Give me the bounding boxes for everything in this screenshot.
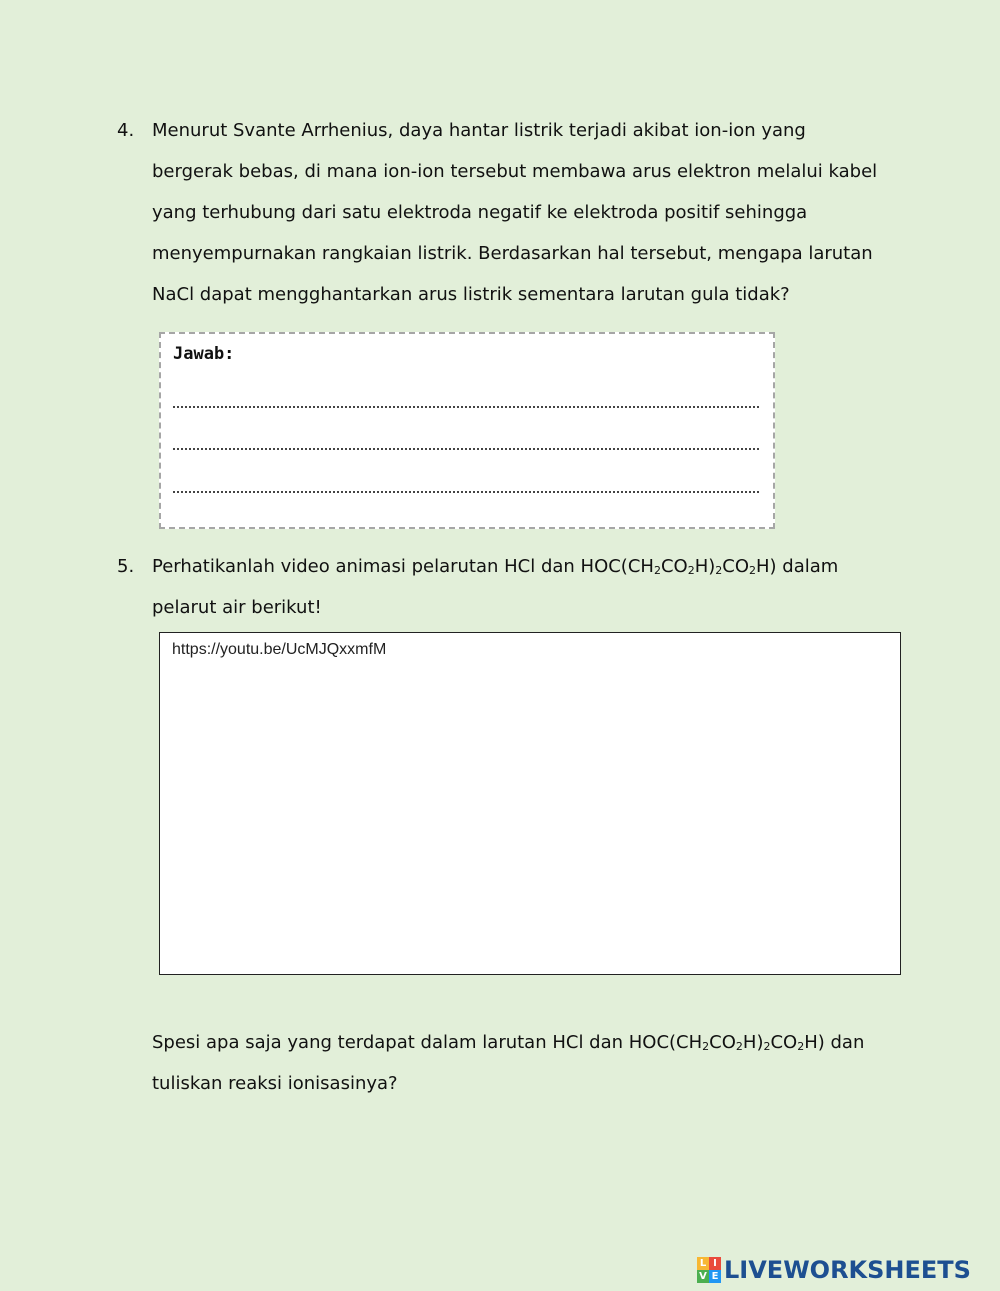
question-line: Spesi apa saja yang terdapat dalam larutan HCl dan $HOC(CH_2CO_2H)_2CO_2H$) dan xyxy=(152,1032,865,1053)
question-number: 5. xyxy=(117,556,135,577)
video-url[interactable]: https://youtu.be/UcMJQxxmfM xyxy=(172,641,387,658)
question-text xyxy=(152,1022,892,1104)
logo-letter: E xyxy=(709,1270,721,1283)
question-line: Perhatikanlah video animasi pelarutan HCl dan $HOC(CH_2CO_2H)_2CO_2H$) dalam xyxy=(152,556,839,577)
answer-line[interactable] xyxy=(173,448,759,450)
video-embed[interactable] xyxy=(159,632,901,975)
logo-letter: V xyxy=(697,1270,709,1283)
question-text xyxy=(152,110,892,315)
liveworksheets-brand xyxy=(697,1255,971,1285)
question-number: 4. xyxy=(117,120,135,141)
answer-line[interactable] xyxy=(173,491,759,493)
brand-name: LIVEWORKSHEETS xyxy=(724,1256,971,1284)
logo-letter: L xyxy=(697,1257,709,1270)
question-line: NaCl dapat mengghantarkan arus listrik sementara larutan gula tidak? xyxy=(152,284,790,305)
question-text xyxy=(152,546,892,628)
question-line: yang terhubung dari satu elektroda negatif ke elektroda positif sehingga xyxy=(152,202,808,223)
answer-line[interactable] xyxy=(173,406,759,408)
liveworksheets-logo-icon xyxy=(697,1257,721,1283)
logo-letter: I xyxy=(709,1257,721,1270)
question-line: tuliskan reaksi ionisasinya? xyxy=(152,1073,398,1094)
question-line: menyempurnakan rangkaian listrik. Berdasarkan hal tersebut, mengapa larutan xyxy=(152,243,873,264)
question-line: bergerak bebas, di mana ion-ion tersebut membawa arus elektron melalui kabel xyxy=(152,161,878,182)
answer-label: Jawab: xyxy=(173,344,235,364)
question-line: pelarut air berikut! xyxy=(152,597,322,618)
answer-box[interactable] xyxy=(159,332,775,529)
question-line: Menurut Svante Arrhenius, daya hantar listrik terjadi akibat ion-ion yang xyxy=(152,120,806,141)
